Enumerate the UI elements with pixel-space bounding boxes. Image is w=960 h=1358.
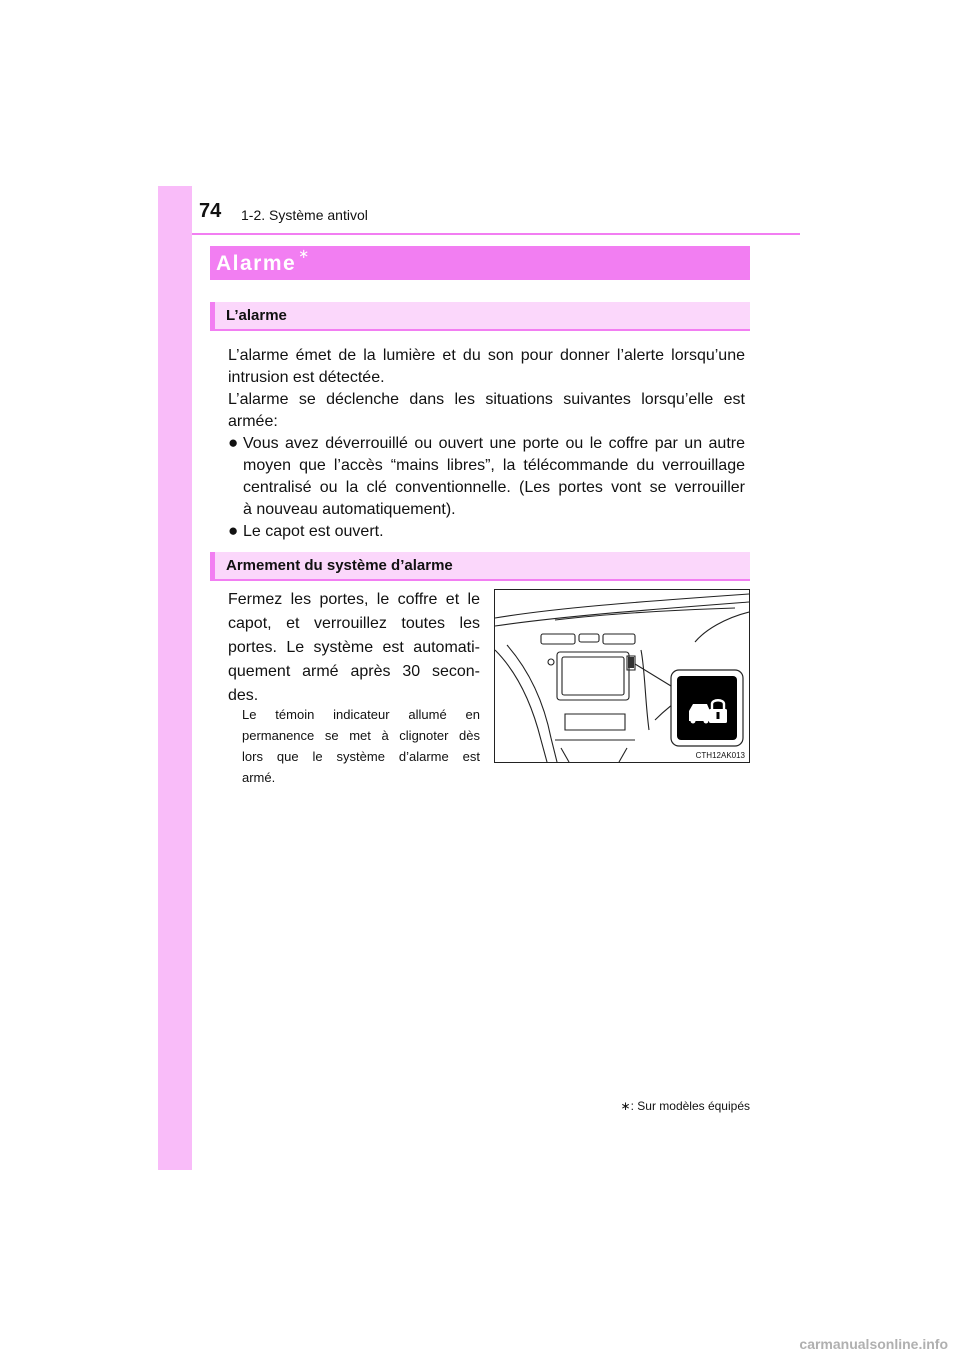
text-line: armée: — [228, 413, 278, 430]
text-line: capot, et verrouillez toutes les — [228, 615, 480, 632]
text-line: Vous avez déverrouillé ou ouvert une porte ou le coffre par un autre — [243, 435, 745, 452]
dashboard-drawing — [495, 590, 749, 762]
section-heading-alarm: L’alarme — [226, 307, 287, 324]
section-heading-bar-alarm — [210, 302, 750, 331]
bullet-item — [243, 521, 745, 543]
footnote — [621, 1099, 750, 1113]
text-line: moyen que l’accès “mains libres”, la télécommande du verrouillage — [243, 457, 745, 474]
indicator-note — [242, 704, 480, 788]
footnote-text: : Sur modèles équipés — [630, 1099, 750, 1113]
bullet-icon: ● — [228, 521, 239, 540]
bullet-icon: ● — [228, 433, 239, 452]
page-number: 74 — [199, 200, 222, 222]
section-heading-arming: Armement du système d’alarme — [226, 557, 453, 574]
title-asterisk: ∗ — [298, 246, 310, 261]
watermark: carmanualsonline.info — [799, 1336, 948, 1352]
title-text: Alarme — [216, 252, 297, 275]
text-line: Le capot est ouvert. — [243, 523, 384, 540]
paragraph-arming — [228, 588, 480, 708]
figure-code: CTH12AK013 — [695, 751, 745, 760]
dashboard-illustration — [494, 589, 750, 763]
text-line: centralisé ou la clé conventionnelle. (Les portes vont se verrouiller — [243, 479, 745, 496]
text-line: L’alarme se déclenche dans les situations suivantes lorsqu’elle est — [228, 391, 745, 408]
section-reference: 1-2. Système antivol — [241, 207, 368, 223]
side-tab-strip — [158, 186, 192, 1170]
paragraph-intro — [228, 345, 745, 389]
text-line: permanence se met à clignoter dès — [242, 728, 480, 743]
text-line: armé. — [242, 770, 276, 785]
text-line: intrusion est détectée. — [228, 369, 385, 386]
bullet-item — [243, 433, 745, 521]
text-line: à nouveau automatiquement). — [243, 501, 456, 518]
text-line: portes. Le système est automati- — [228, 639, 480, 656]
text-line: lors que le système d’alarme est — [242, 749, 480, 764]
text-line: L’alarme émet de la lumière et du son pour donner l’alerte lorsqu’une — [228, 347, 745, 364]
footnote-asterisk: ∗ — [620, 1099, 631, 1113]
section-heading-bar-arming — [210, 552, 750, 581]
text-line: quement armé après 30 secon- — [228, 663, 480, 680]
text-line: Le témoin indicateur allumé en — [242, 707, 480, 722]
paragraph-conditions — [228, 389, 745, 433]
header-divider — [192, 233, 800, 235]
text-line: des. — [228, 687, 259, 704]
page-title — [216, 246, 310, 276]
text-line: Fermez les portes, le coffre et le — [228, 591, 480, 608]
